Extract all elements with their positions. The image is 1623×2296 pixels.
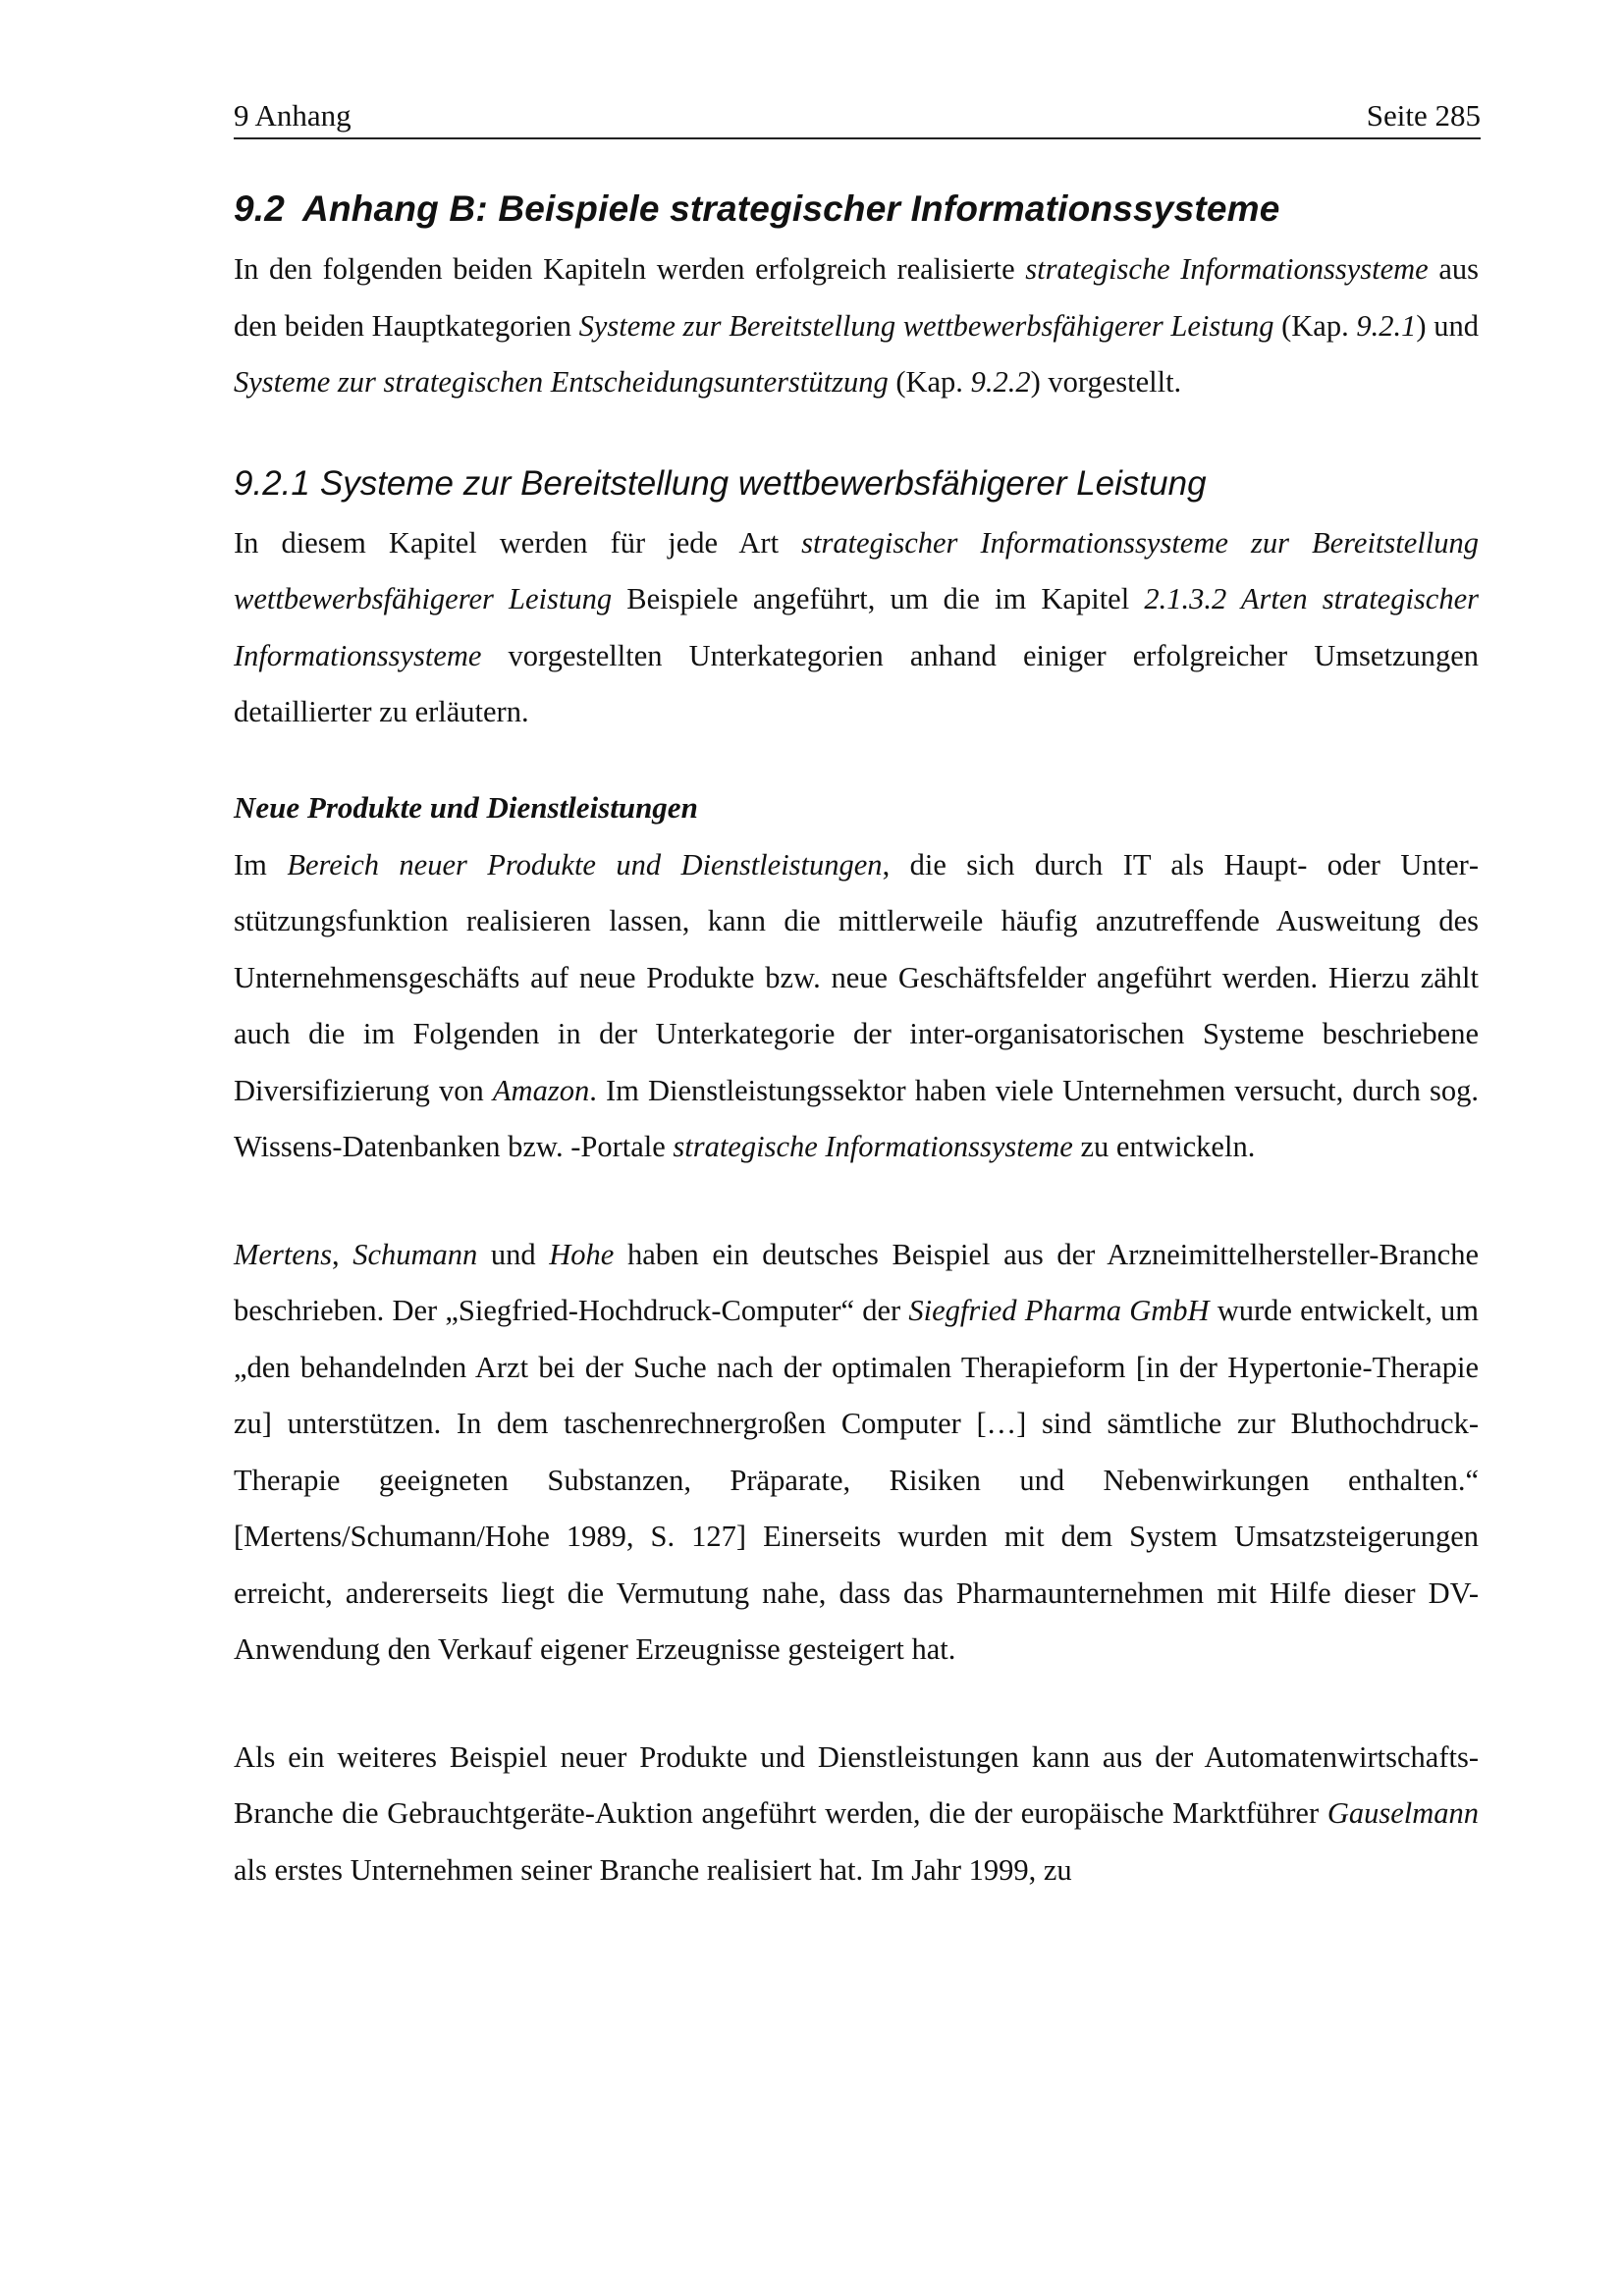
runin-heading: Neue Produkte und Dienstleistungen (234, 789, 698, 825)
italic-term: Systeme zur strategischen Entscheidungsunterstützung (234, 365, 889, 399)
chapter-reference: 9.2.2 (970, 365, 1031, 399)
header-page-number: Seite 285 (1366, 98, 1481, 133)
italic-term: Systeme zur Bereitstellung wettbewerbsfähigerer Leistung (578, 308, 1274, 343)
text-run: ) vorgestellt. (1030, 365, 1182, 399)
text-run: Im (234, 847, 288, 881)
author-name: Hohe (549, 1237, 615, 1271)
text-run: Beispiele angeführt, um die im Kapitel (612, 582, 1145, 615)
italic-term: Bereich neuer Produkte und Dienstleistungen (287, 847, 883, 881)
text-run: (Kap. (888, 365, 971, 399)
text-run: . Im Dienstleistungssektor haben viele Unternehmen versucht, durch sog. Wissens-Datenbanken bzw. -Portale (234, 1073, 1479, 1163)
gauselmann-paragraph (234, 1730, 1479, 1899)
italic-term: strategischer Informationssysteme zur Bereitstellung wettbewerbsfähigerer Leistung (234, 525, 1479, 615)
section-intro-paragraph (234, 241, 1479, 411)
text-run: Als ein weiteres Beispiel neuer Produkte und Dienstleistungen kann aus der Automatenwirtschafts-Branche die Gebrauchtgeräte-Auktion angeführt werden, die der europäische Marktführer (234, 1739, 1479, 1830)
text-run: und (477, 1237, 550, 1271)
subsection-intro-paragraph (234, 515, 1479, 741)
company-name: Amazon (492, 1073, 590, 1107)
text-run: zu entwickeln. (1072, 1130, 1256, 1163)
text-run: In den folgenden beiden Kapiteln werden erfolgreich realisierte (234, 252, 1026, 286)
page-content (234, 187, 1479, 1898)
header-chapter: 9 Anhang (234, 98, 352, 133)
company-name: Gauselmann (1326, 1796, 1479, 1830)
text-run: In diesem Kapitel werden für jede Art (234, 525, 802, 560)
text-run: aus den beiden Hauptkategorien (234, 252, 1479, 343)
text-run: wurde entwickelt, um „den behandelnden Arzt bei der Suche nach der optimalen Therapieform [in der Hypertonie-Therapie zu] unterstützen. In dem taschenrechnergroßen Computer […] sind sämtliche zur Bluthochdruck-Therapie geeigneten Substanzen, Präparate, Risiken und Nebenwirkungen enthalten.“ [Mertens/Schumann/Hohe 1989, S. 127] Einerseits wurden mit dem System Umsatzsteigerungen erreicht, andererseits liegt die Vermutung nahe, dass das Pharmaunternehmen mit Hilfe dieser DV-Anwendung den Verkauf eigener Erzeugnisse gesteigert hat. (234, 1294, 1479, 1666)
italic-term: strategische Informationssysteme (673, 1130, 1073, 1163)
text-run: , (331, 1237, 353, 1271)
text-run: vorgestellten Unterkategorien anhand einiger erfolgreicher Umsetzungen detaillierter zu erläutern. (234, 638, 1479, 728)
section-title: Anhang B: Beispiele strategischer Informationssysteme (302, 188, 1280, 229)
italic-term: strategische Informationssysteme (1025, 252, 1429, 286)
chapter-reference: 2.1.3.2 Arten strategischer Informationssysteme (234, 582, 1479, 672)
subsection-heading (234, 462, 1479, 506)
section-number: 9.2 (234, 188, 286, 229)
company-name: Siegfried Pharma GmbH (908, 1294, 1210, 1327)
text-run: , die sich durch IT als Haupt- oder Unterstützungsfunktion realisieren lassen, kann die mittlerweile häufig anzutreffende Ausweitung des Unternehmensgeschäfts auf neue Produkte bzw. neue Geschäftsfelder angeführt werden. Hierzu zählt auch die im Folgenden in der Unterkategorie der inter-organisatorischen Systeme beschriebene Diversifizierung von (234, 847, 1480, 1107)
section-heading (234, 187, 1479, 232)
subsection-number: 9.2.1 (234, 463, 310, 503)
mertens-paragraph (234, 1227, 1479, 1679)
products-paragraph (234, 837, 1479, 1176)
text-run: ) und (1416, 308, 1479, 343)
author-name: Schumann (352, 1237, 478, 1271)
author-name: Mertens (234, 1237, 332, 1271)
subsection-title: Systeme zur Bereitstellung wettbewerbsfähigerer Leistung (319, 463, 1207, 503)
text-run: als erstes Unternehmen seiner Branche realisiert hat. Im Jahr 1999, zu (234, 1852, 1072, 1887)
running-header (234, 96, 1481, 139)
chapter-reference: 9.2.1 (1356, 308, 1417, 343)
text-run: haben ein deutsches Beispiel aus der Arzneimittelhersteller-Branche beschrieben. Der „Siegfried-Hochdruck-Computer“ der (234, 1237, 1480, 1327)
text-run: (Kap. (1273, 308, 1357, 343)
